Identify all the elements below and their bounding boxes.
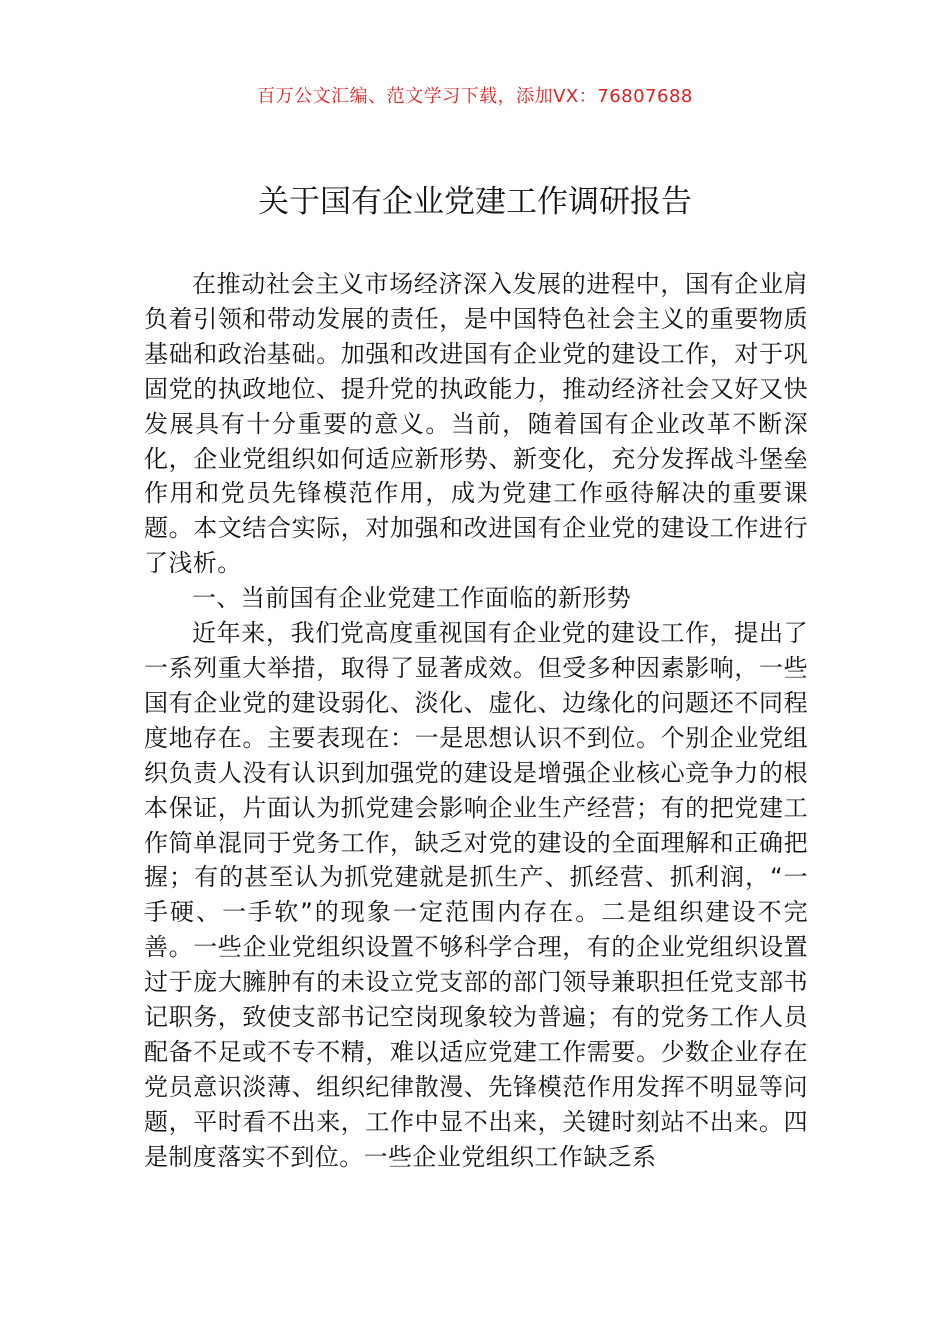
intro-paragraph: 在推动社会主义市场经济深入发展的进程中，国有企业肩负着引领和带动发展的责任，是中国特色社会主义的重要物质基础和政治基础。加强和改进国有企业党的建设工作，对于巩固党的执政地位、提升党的执政能力，推动经济社会又好又快发展具有十分重要的意义。当前，随着国有企业改革不断深化，企业党组织如何适应新形势、新变化，充分发挥战斗堡垒作用和党员先锋模范作用，成为党建工作亟待解决的重要课题。本文结合实际，对加强和改进国有企业党的建设工作进行了浅析。 bbox=[144, 270, 808, 578]
section-heading: 一、当前国有企业党建工作面临的新形势 bbox=[192, 584, 632, 613]
document-title: 关于国有企业党建工作调研报告 bbox=[258, 184, 692, 220]
watermark-banner: 百万公文汇编、范文学习下载，添加VX：76807688 bbox=[257, 86, 693, 107]
document-body bbox=[144, 267, 808, 1175]
section-paragraph: 近年来，我们党高度重视国有企业党的建设工作，提出了一系列重大举措，取得了显著成效。但受多种因素影响，一些国有企业党的建设弱化、淡化、虚化、边缘化的问题还不同程度地存在。主要表现在：一是思想认识不到位。个别企业党组织负责人没有认识到加强党的建设是增强企业核心竞争力的根本保证，片面认为抓党建会影响企业生产经营；有的把党建工作简单混同于党务工作，缺乏对党的建设的全面理解和正确把握；有的甚至认为抓党建就是抓生产、抓经营、抓利润，“一手硬、一手软”的现象一定范围内存在。二是组织建设不完善。一些企业党组织设置不够科学合理，有的企业党组织设置过于庞大臃肿有的未设立党支部的部门领导兼职担任党支部书记职务，致使支部书记空岗现象较为普遍；有的党务工作人员配备不足或不专不精，难以适应党建工作需要。少数企业存在党员意识淡薄、组织纪律散漫、先锋模范作用发挥不明显等问题，平时看不出来，工作中显不出来，关键时刻站不出来。四是制度落实不到位。一些企业党组织工作缺乏系 bbox=[144, 619, 808, 1171]
